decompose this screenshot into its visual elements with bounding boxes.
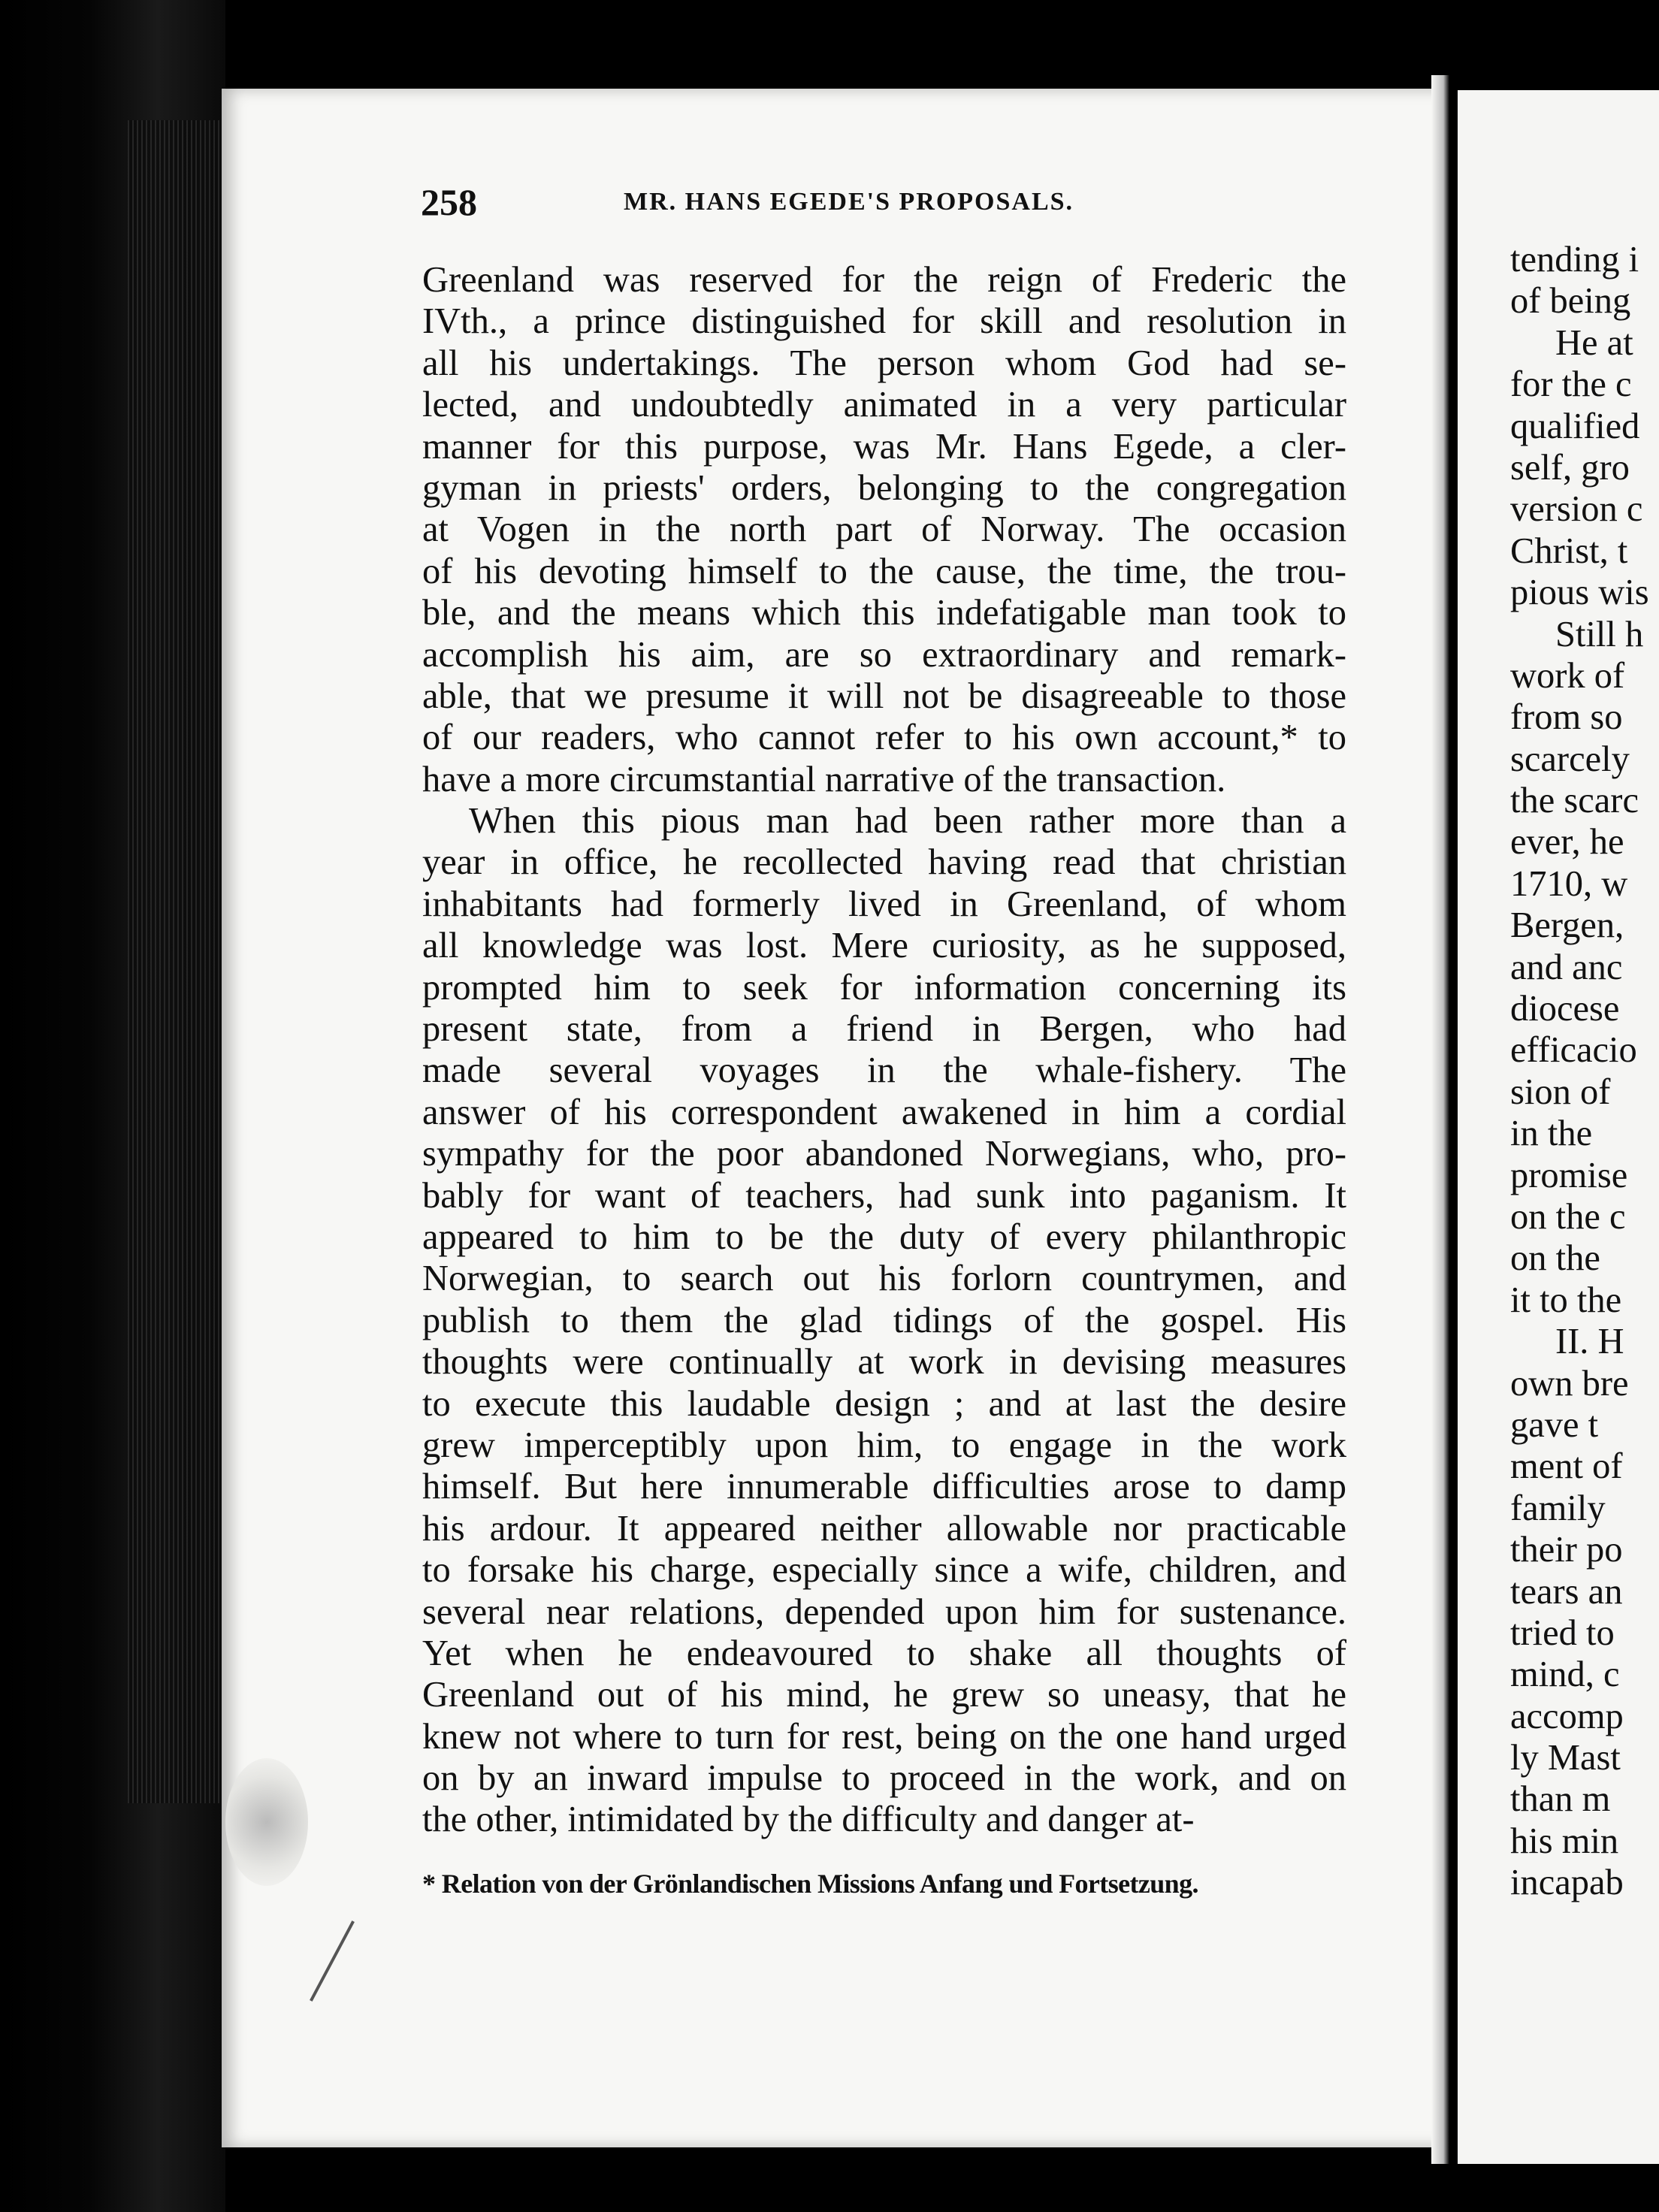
right-page-line: the scarc xyxy=(1510,781,1639,821)
right-page-line: 1710, w xyxy=(1510,863,1628,904)
right-page-line: Christ, t xyxy=(1510,530,1628,571)
right-page-line: on the c xyxy=(1510,1196,1626,1237)
page-stain xyxy=(225,1758,308,1886)
text-line: manner for this purpose, was Mr. Hans Egede, a cler- xyxy=(422,426,1346,467)
text-line: lected, and undoubtedly animated in a very particular xyxy=(422,385,1346,425)
right-page-line: for the c xyxy=(1510,364,1632,405)
right-page-line: and anc xyxy=(1510,947,1623,987)
text-line: himself. But here innumerable difficulties arose to damp xyxy=(422,1467,1346,1507)
text-line: IVth., a prince distinguished for skill and resolution in xyxy=(422,301,1346,342)
right-page-line: his min xyxy=(1510,1821,1619,1861)
right-page-line: it to the xyxy=(1510,1280,1622,1320)
text-line: Norwegian, to search out his forlorn countrymen, and xyxy=(422,1259,1346,1299)
right-page-line: accomp xyxy=(1510,1696,1624,1736)
right-page-line: Bergen, xyxy=(1510,905,1624,946)
text-line: several near relations, depended upon him for sustenance. xyxy=(422,1591,1346,1632)
text-line: Yet when he endeavoured to shake all thoughts of xyxy=(422,1633,1346,1673)
right-page-line: pious wis xyxy=(1510,573,1649,613)
right-page-line: ly Mast xyxy=(1510,1738,1621,1778)
text-line: to execute this laudable design ; and at last the desire xyxy=(422,1383,1346,1424)
text-line: sympathy for the poor abandoned Norwegians, who, pro- xyxy=(422,1134,1346,1174)
text-line: present state, from a friend in Bergen, who had xyxy=(422,1009,1346,1050)
page-header xyxy=(421,180,1398,233)
text-line: able, that we presume it will not be disagreeable to those xyxy=(422,675,1346,716)
right-page-line: diocese xyxy=(1510,989,1620,1029)
right-page-line: work of xyxy=(1510,655,1625,696)
right-page-line: scarcely xyxy=(1510,739,1630,779)
text-line: When this pious man had been rather more than a xyxy=(469,801,1346,842)
right-page-line: self, gro xyxy=(1510,447,1630,488)
text-line: accomplish his aim, are so extraordinary and remark- xyxy=(422,634,1346,675)
right-page-line: mind, c xyxy=(1510,1654,1620,1695)
right-page-line: of being xyxy=(1510,281,1631,322)
page-stack-edges xyxy=(128,120,225,1803)
text-line: thoughts were continually at work in devising measures xyxy=(422,1342,1346,1382)
book-gutter xyxy=(1431,75,1461,2164)
right-page-line: in the xyxy=(1510,1114,1593,1154)
right-page-line: Still h xyxy=(1555,614,1644,654)
right-page-line: He at xyxy=(1555,322,1633,363)
text-line: made several voyages in the whale-fishery. The xyxy=(422,1050,1346,1091)
right-page-line: promise xyxy=(1510,1155,1628,1195)
text-line: appeared to him to be the duty of every philanthropic xyxy=(422,1216,1346,1257)
right-page-line: own bre xyxy=(1510,1363,1629,1404)
text-line: at Vogen in the north part of Norway. The occasion xyxy=(422,509,1346,550)
text-line: ble, and the means which this indefatigable man took to xyxy=(422,593,1346,633)
right-page-line: from so xyxy=(1510,697,1623,738)
text-line: Greenland out of his mind, he grew so uneasy, that he xyxy=(422,1675,1346,1715)
right-page-line: family xyxy=(1510,1488,1606,1528)
right-page-text xyxy=(1510,239,1659,1904)
right-page-line: their po xyxy=(1510,1530,1623,1570)
right-page-line: gave t xyxy=(1510,1404,1599,1445)
text-line: publish to them the glad tidings of the gospel. His xyxy=(422,1300,1346,1340)
page-number: 258 xyxy=(421,181,477,223)
right-page-line: tried to xyxy=(1510,1612,1615,1653)
text-line: answer of his correspondent awakened in him a cordial xyxy=(422,1092,1346,1132)
right-page-line: sion of xyxy=(1510,1071,1611,1112)
text-line: gyman in priests' orders, belonging to the congregation xyxy=(422,467,1346,508)
text-line: Greenland was reserved for the reign of Frederic the xyxy=(422,260,1346,300)
text-line: on by an inward impulse to proceed in the work, and on xyxy=(422,1758,1346,1799)
text-line: have a more circumstantial narrative of the transaction. xyxy=(422,759,1226,799)
text-line: to forsake his charge, especially since a wife, children, and xyxy=(422,1550,1346,1591)
text-line: of his devoting himself to the cause, the time, the trou- xyxy=(422,551,1346,591)
text-line: all his undertakings. The person whom God had se- xyxy=(422,343,1346,383)
text-line: prompted him to seek for information concerning its xyxy=(422,967,1346,1008)
text-line: the other, intimidated by the difficulty and danger at- xyxy=(422,1800,1195,1840)
right-page-line: tending i xyxy=(1510,240,1639,280)
text-line: knew not where to turn for rest, being on the one hand urged xyxy=(422,1716,1346,1757)
text-line: his ardour. It appeared neither allowable nor practicable xyxy=(422,1508,1346,1549)
right-page-line: ment of xyxy=(1510,1446,1623,1487)
footnote: * Relation von der Grönlandischen Missions Anfang und Fortsetzung. xyxy=(422,1869,1198,1899)
right-page-line: II. H xyxy=(1555,1322,1624,1362)
text-line: all knowledge was lost. Mere curiosity, as he supposed, xyxy=(422,926,1346,966)
right-page-line: incapab xyxy=(1510,1863,1624,1903)
text-line: inhabitants had formerly lived in Greenland, of whom xyxy=(422,884,1346,924)
running-head: MR. HANS EGEDE'S PROPOSALS. xyxy=(624,188,1074,216)
right-page-line: version c xyxy=(1510,489,1643,530)
body-text xyxy=(422,259,1346,1841)
right-page-line: than m xyxy=(1510,1779,1611,1820)
text-line: bably for want of teachers, had sunk into paganism. It xyxy=(422,1175,1346,1216)
right-page-line: efficacio xyxy=(1510,1030,1637,1071)
text-line: of our readers, who cannot refer to his own account,* to xyxy=(422,718,1346,758)
right-page-line: on the xyxy=(1510,1238,1600,1279)
right-page-line: qualified xyxy=(1510,406,1640,446)
right-page-line: ever, he xyxy=(1510,822,1624,863)
right-page-line: tears an xyxy=(1510,1571,1623,1612)
text-line: grew imperceptibly upon him, to engage in the work xyxy=(422,1425,1346,1465)
text-line: year in office, he recollected having read that christian xyxy=(422,842,1346,883)
